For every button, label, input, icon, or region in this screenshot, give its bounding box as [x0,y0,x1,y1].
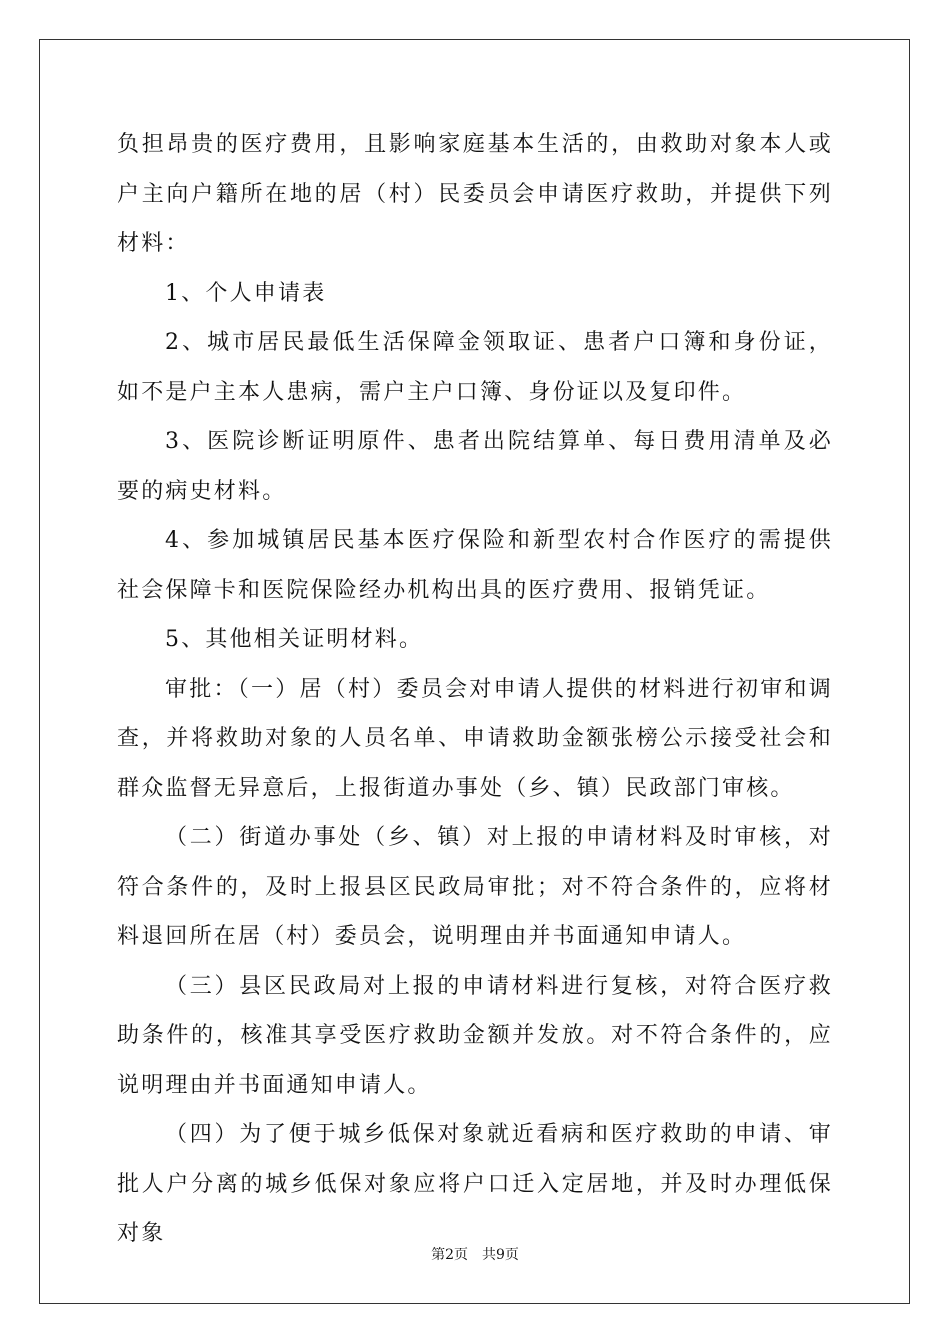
paragraph-4: 3、医院诊断证明原件、患者出院结算单、每日费用清单及必要的病史材料。 [117,429,833,504]
paragraph-1: 负担昂贵的医疗费用，且影响家庭基本生活的，由救助对象本人或户主向户籍所在地的居（村）民委员会申请医疗救助，并提供下列材料： [117,132,833,256]
current-page-number: 第2页 [431,1247,468,1263]
document-body [117,120,833,1259]
paragraph-7: 审批：（一）居（村）委员会对申请人提供的材料进行初审和调查，并将救助对象的人员名单、申请救助金额张榜公示接受社会和群众监督无异意后，上报街道办事处（乡、镇）民政部门审核。 [117,676,833,801]
paragraph-9: （三）县区民政局对上报的申请材料进行复核，对符合医疗救助条件的，核准其享受医疗救助金额并发放。对不符合条件的，应说明理由并书面通知申请人。 [117,973,833,1098]
paragraph-10: （四）为了便于城乡低保对象就近看病和医疗救助的申请、审批人户分离的城乡低保对象应将户口迁入定居地，并及时办理低保对象 [117,1122,833,1246]
page-footer [0,1245,950,1265]
paragraph-3: 2、城市居民最低生活保障金领取证、患者户口簿和身份证，如不是户主本人患病，需户主户口簿、身份证以及复印件。 [117,330,833,405]
paragraph-5: 4、参加城镇居民基本医疗保险和新型农村合作医疗的需提供社会保障卡和医院保险经办机构出具的医疗费用、报销凭证。 [117,528,833,603]
total-page-count: 共9页 [482,1247,519,1263]
paragraph-6: 5、其他相关证明材料。 [165,627,424,652]
paragraph-8: （二）街道办事处（乡、镇）对上报的申请材料及时审核，对符合条件的，及时上报县区民政局审批；对不符合条件的，应将材料退回所在居（村）委员会，说明理由并书面通知申请人。 [117,825,833,949]
paragraph-2: 1、个人申请表 [165,280,327,306]
